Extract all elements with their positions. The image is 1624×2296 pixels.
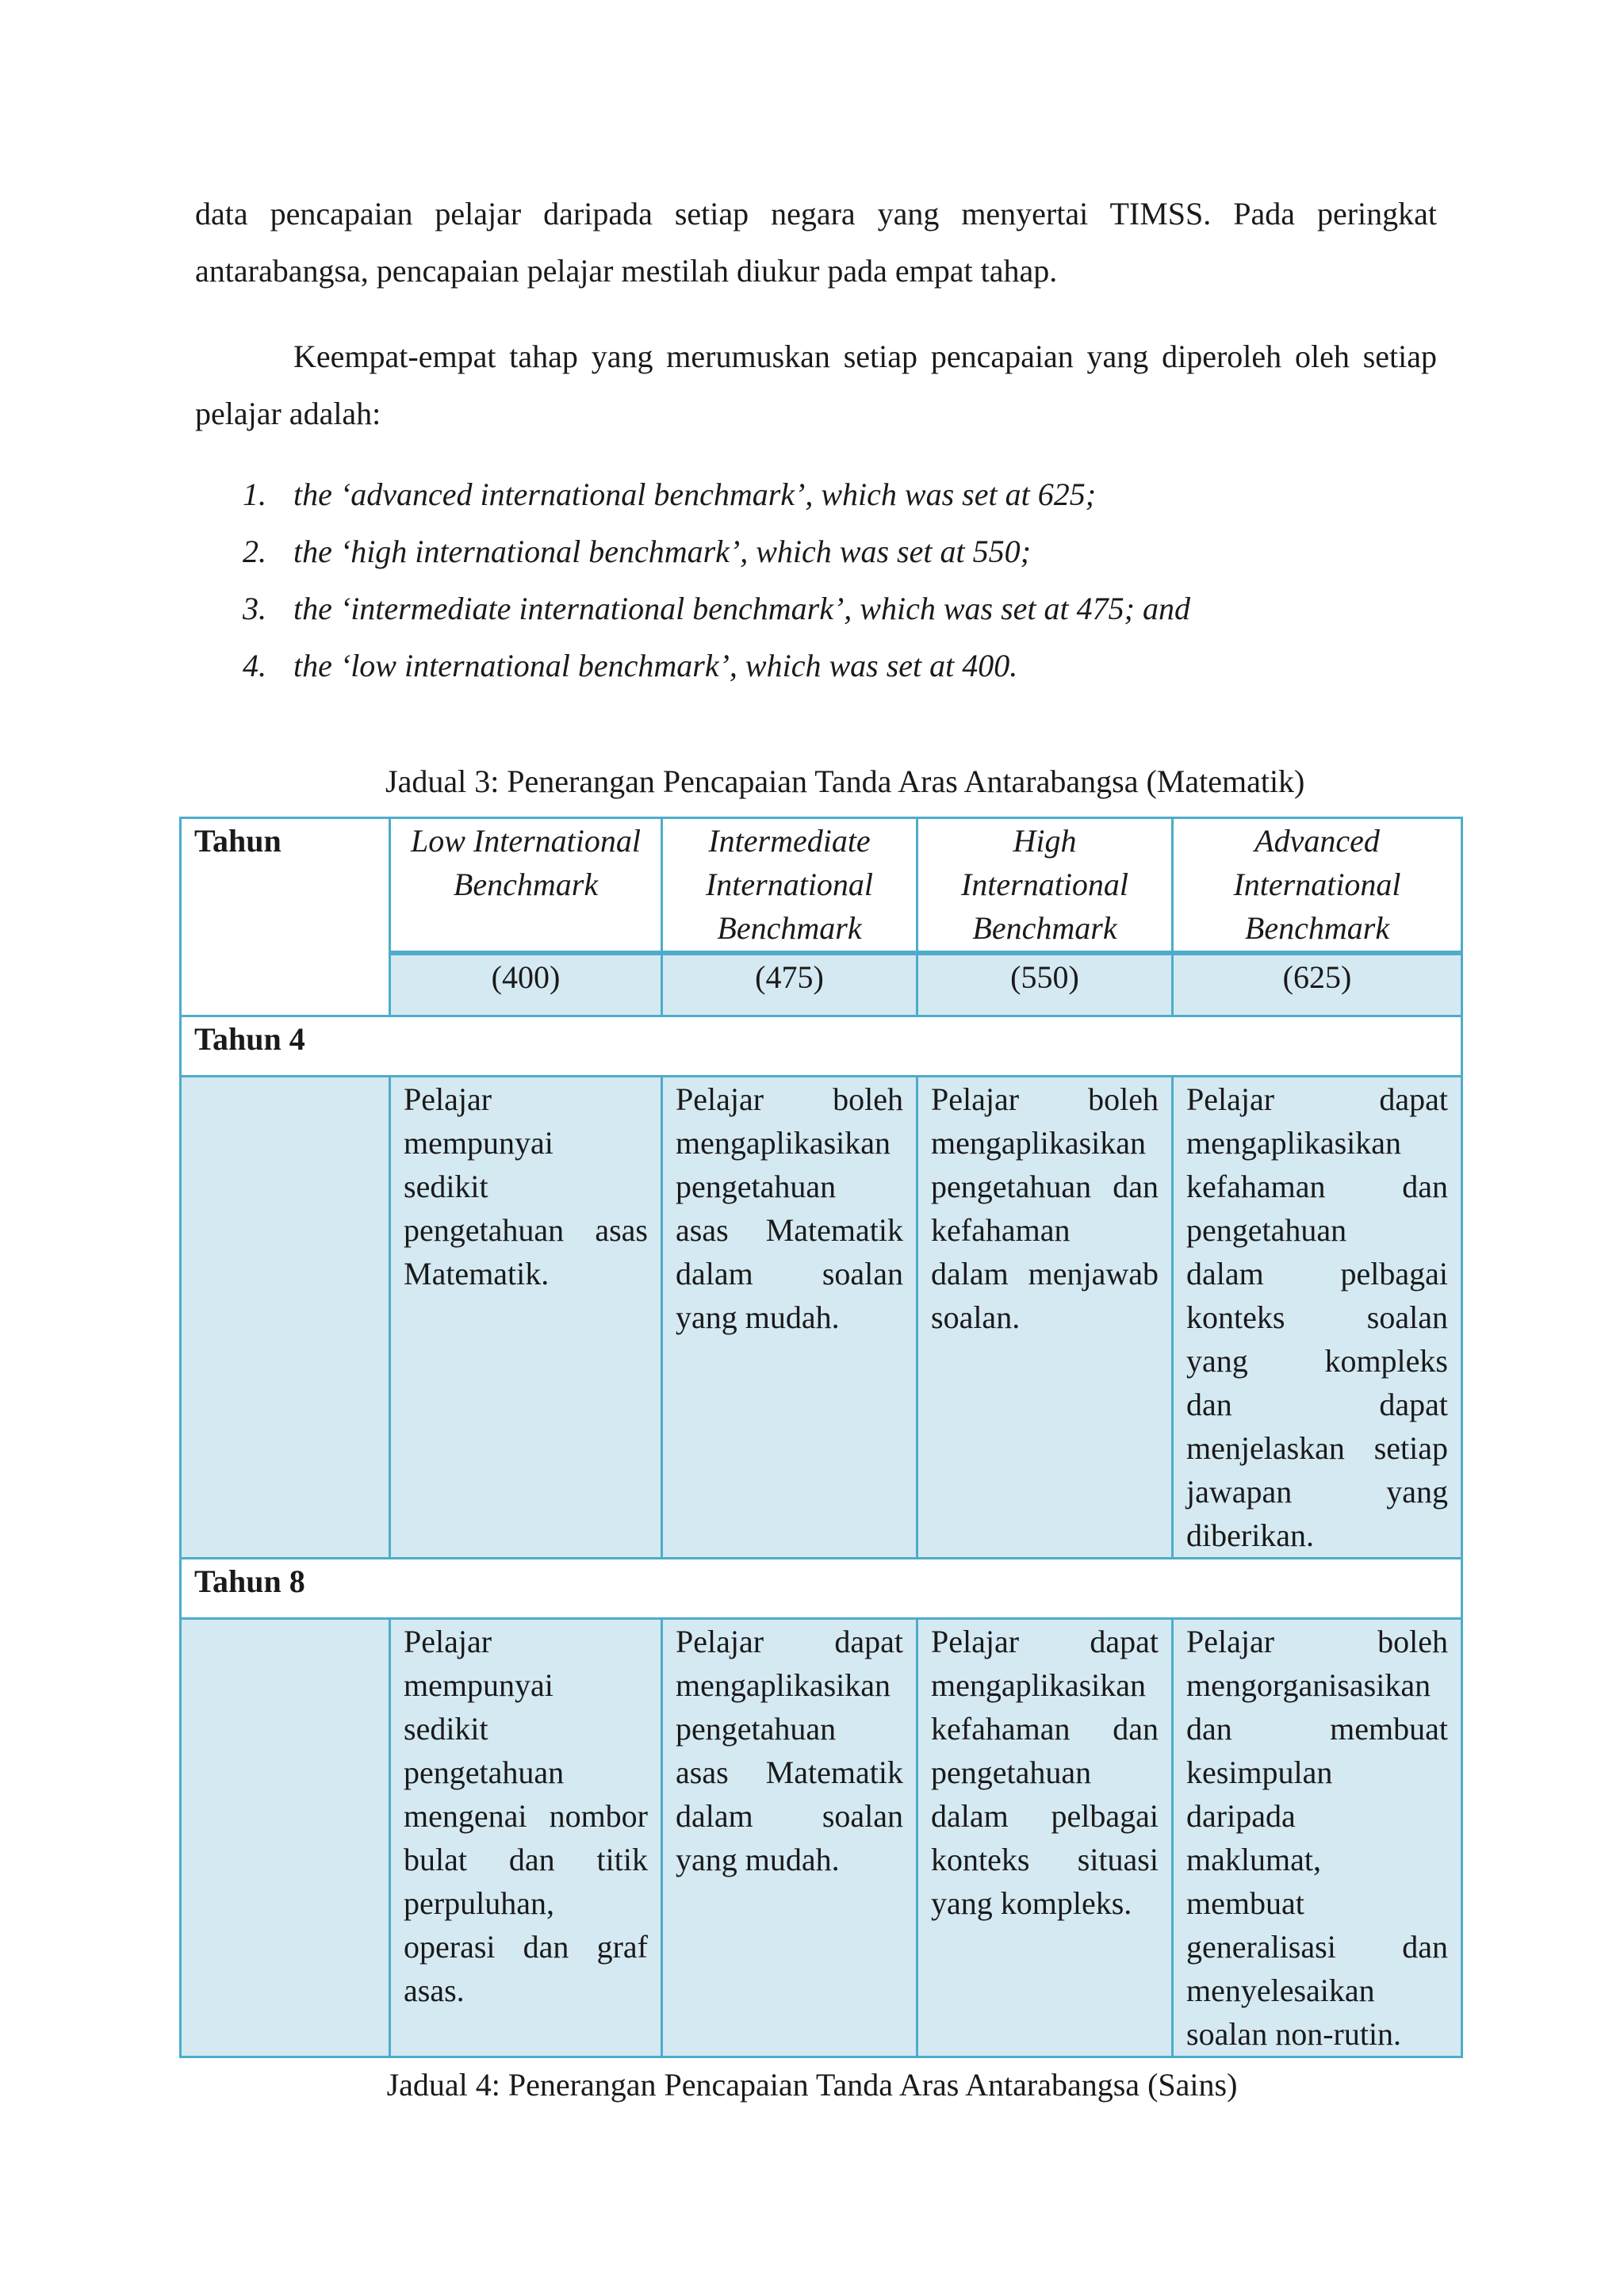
description-line: diberikan. (1186, 1517, 1315, 1553)
benchmark-list (243, 466, 1432, 695)
description-line: mempunyai (404, 1125, 553, 1161)
description-cell (662, 1619, 917, 2057)
benchmark-score: (550) (917, 953, 1173, 1016)
description-line: bulat dan titik (404, 1842, 648, 1877)
description-line: dan dapat (1186, 1387, 1448, 1422)
description-line: mengorganisasikan (1186, 1667, 1431, 1703)
table4-caption: Jadual 4: Penerangan Pencapaian Tanda Aras Antarabangsa (Sains) (386, 2067, 1238, 2103)
description-line: mengaplikasikan (676, 1667, 891, 1703)
benchmark-number: 4. (243, 648, 266, 683)
benchmark-number: 3. (243, 591, 266, 626)
column-header: Advanced International Benchmark (1173, 818, 1462, 953)
description-line: Pelajar boleh (1186, 1624, 1448, 1659)
description-cell (917, 1077, 1173, 1559)
description-line: asas Matematik (676, 1212, 903, 1248)
description-line: Pelajar (404, 1624, 492, 1659)
description-line: pengetahuan (931, 1755, 1092, 1790)
description-line: pengetahuan asas (404, 1212, 648, 1248)
description-line: menjelaskan setiap (1186, 1430, 1448, 1466)
benchmark-number: 2. (243, 534, 266, 569)
column-header: High International Benchmark (917, 818, 1173, 953)
description-line: kefahaman (931, 1212, 1071, 1248)
table3-caption: Jadual 3: Penerangan Pencapaian Tanda Aras Antarabangsa (Matematik) (385, 763, 1305, 799)
description-line: pengetahuan (676, 1169, 837, 1204)
description-line: mengaplikasikan (931, 1667, 1147, 1703)
description-line: mengaplikasikan (1186, 1125, 1402, 1161)
description-line: mengaplikasikan (676, 1125, 891, 1161)
description-cell (390, 1077, 662, 1559)
year-label: Tahun 8 (181, 1559, 1462, 1619)
benchmark-score: (400) (390, 953, 662, 1016)
column-header: Low International Benchmark (390, 818, 662, 953)
description-line: pengetahuan dan (931, 1169, 1159, 1204)
description-line: yang kompleks. (931, 1885, 1132, 1921)
description-line: asas. (404, 1973, 465, 2008)
description-line: Pelajar dapat (1186, 1081, 1448, 1117)
description-cell (390, 1619, 662, 2057)
description-line: Matematik. (404, 1256, 550, 1292)
description-line: membuat (1186, 1885, 1304, 1921)
benchmark-table (179, 817, 1463, 2058)
benchmark-text: the ‘advanced international benchmark’, which was set at 625; (293, 476, 1097, 512)
intro-paragraph-1: data pencapaian pelajar daripada setiap negara yang menyertai TIMSS. Pada peringkat antarabangsa, pencapaian pelajar mestilah diukur pada empat tahap. (195, 196, 1437, 289)
year-label: Tahun 4 (181, 1016, 1462, 1077)
description-line: Pelajar boleh (931, 1081, 1159, 1117)
description-line: kesimpulan (1186, 1755, 1333, 1790)
table-header-row (181, 818, 1462, 953)
description-line: sedikit (404, 1711, 488, 1747)
table-row (181, 1619, 1462, 2057)
benchmark-text: the ‘intermediate international benchmark’, which was set at 475; and (293, 591, 1190, 626)
blank-cell (181, 1077, 390, 1559)
description-line: dan membuat (1186, 1711, 1448, 1747)
description-line: dalam soalan (676, 1798, 903, 1834)
description-line: maklumat, (1186, 1842, 1321, 1877)
description-line: Pelajar dapat (931, 1624, 1159, 1659)
description-line: dalam pelbagai (1186, 1256, 1448, 1292)
column-header: Intermediate International Benchmark (662, 818, 917, 953)
benchmark-number: 1. (243, 476, 266, 512)
description-line: kefahaman dan (1186, 1169, 1448, 1204)
benchmark-text: the ‘low international benchmark’, which was set at 400. (293, 648, 1018, 683)
benchmark-item (243, 580, 1432, 637)
benchmark-score: (625) (1173, 953, 1462, 1016)
description-line: yang kompleks (1186, 1343, 1448, 1379)
year-row (181, 1559, 1462, 1619)
description-line: soalan. (931, 1299, 1021, 1335)
description-line: pengetahuan (404, 1755, 565, 1790)
benchmark-score: (475) (662, 953, 917, 1016)
description-line: konteks soalan (1186, 1299, 1448, 1335)
year-row (181, 1016, 1462, 1077)
description-line: dalam pelbagai (931, 1798, 1159, 1834)
description-line: konteks situasi (931, 1842, 1159, 1877)
description-line: yang mudah. (676, 1842, 840, 1877)
description-line: mengenai nombor (404, 1798, 648, 1834)
description-line: dalam menjawab (931, 1256, 1159, 1292)
description-line: mengaplikasikan (931, 1125, 1147, 1161)
description-line: yang mudah. (676, 1299, 840, 1335)
blank-cell (181, 1619, 390, 2057)
description-line: pengetahuan (676, 1711, 837, 1747)
description-line: dalam soalan (676, 1256, 903, 1292)
benchmark-item (243, 466, 1432, 523)
description-line: mempunyai (404, 1667, 553, 1703)
description-line: Pelajar (404, 1081, 492, 1117)
table-row (181, 1077, 1462, 1559)
benchmark-text: the ‘high international benchmark’, which was set at 550; (293, 534, 1031, 569)
description-line: jawapan yang (1186, 1474, 1448, 1510)
description-line: daripada (1186, 1798, 1296, 1834)
description-line: asas Matematik (676, 1755, 903, 1790)
benchmark-item (243, 523, 1432, 580)
description-cell (1173, 1077, 1462, 1559)
benchmark-item (243, 637, 1432, 695)
description-line: sedikit (404, 1169, 488, 1204)
description-cell (662, 1077, 917, 1559)
description-line: operasi dan graf (404, 1929, 648, 1965)
description-line: perpuluhan, (404, 1885, 554, 1921)
description-line: Pelajar dapat (676, 1624, 903, 1659)
description-line: Pelajar boleh (676, 1081, 903, 1117)
description-cell (917, 1619, 1173, 2057)
description-line: generalisasi dan (1186, 1929, 1448, 1965)
description-line: pengetahuan (1186, 1212, 1347, 1248)
description-line: kefahaman dan (931, 1711, 1159, 1747)
description-line: menyelesaikan (1186, 1973, 1375, 2008)
description-cell (1173, 1619, 1462, 2057)
description-line: soalan non-rutin. (1186, 2016, 1402, 2052)
row-header-tahun: Tahun (181, 818, 390, 1016)
intro-paragraph-2: Keempat-empat tahap yang merumuskan setiap pencapaian yang diperoleh oleh setiap pelajar adalah: (195, 339, 1437, 431)
